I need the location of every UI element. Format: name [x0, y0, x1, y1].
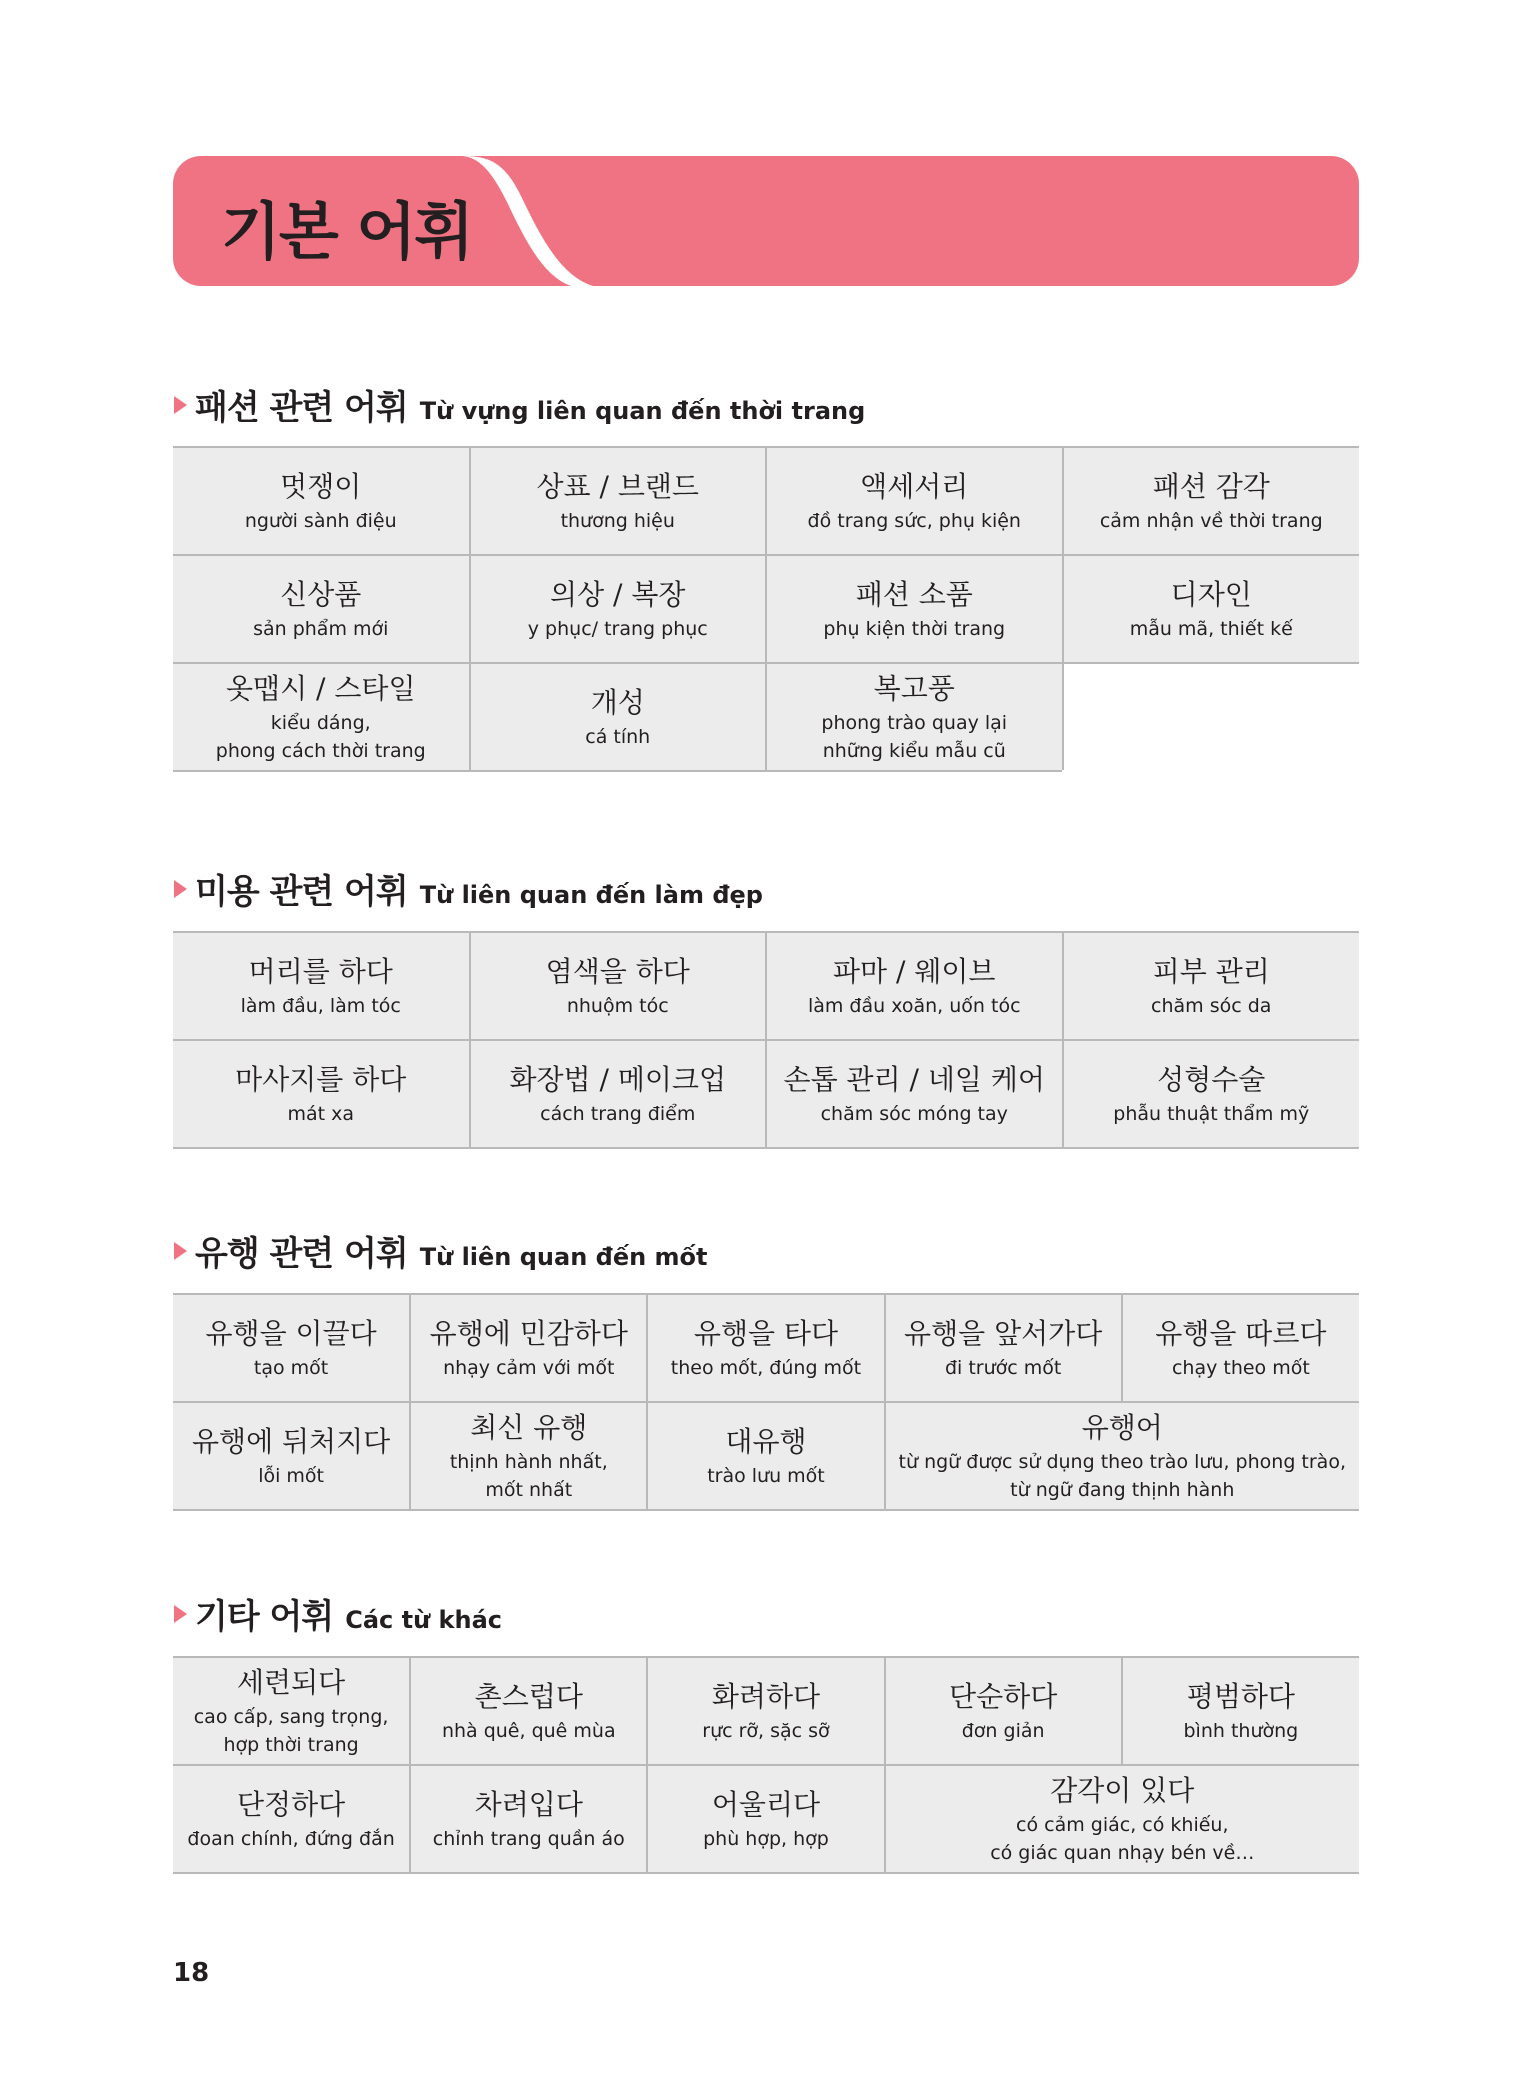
vocab-cell [647, 1294, 884, 1402]
korean-term: 대유행 [725, 1425, 807, 1458]
korean-term: 마사지를 하다 [235, 1063, 407, 1096]
section-title-vi: Từ liên quan đến làm đẹp [419, 881, 763, 909]
page-number: 18 [173, 1958, 210, 1988]
korean-term: 어울리다 [711, 1788, 821, 1821]
vietnamese-meaning: phụ kiện thời trang [823, 618, 1006, 640]
section-title-vi: Từ vựng liên quan đến thời trang [419, 397, 866, 425]
vocab-cell [470, 932, 767, 1040]
vocab-cell [766, 447, 1063, 555]
korean-term: 파마 / 웨이브 [833, 955, 996, 988]
section-title-vi: Từ liên quan đến mốt [419, 1243, 708, 1271]
section-title-ko: 유행 관련 어휘 [195, 1234, 408, 1274]
vocab-cell [766, 932, 1063, 1040]
vietnamese-meaning: chạy theo mốt [1171, 1357, 1310, 1379]
section-title-ko: 미용 관련 어휘 [195, 872, 408, 912]
vietnamese-meaning: người sành điệu [244, 510, 397, 532]
table-row [173, 1040, 1359, 1148]
korean-term: 화려하다 [711, 1680, 821, 1713]
korean-term: 차려입다 [474, 1788, 583, 1821]
section-heading-beauty [174, 864, 763, 913]
korean-term: 평범하다 [1186, 1680, 1295, 1713]
korean-term: 촌스럽다 [474, 1680, 583, 1713]
korean-term: 손톱 관리 / 네일 케어 [783, 1063, 1045, 1096]
vocab-table-fashion [173, 446, 1359, 772]
vietnamese-meaning: làm đầu, làm tóc [240, 995, 401, 1017]
vietnamese-meaning: làm đầu xoăn, uốn tóc [807, 995, 1021, 1017]
vietnamese-meaning: có cảm giác, có khiếu, [1016, 1814, 1229, 1836]
vocab-cell [173, 1402, 410, 1510]
vocab-cell [410, 1657, 647, 1765]
vocab-cell [885, 1402, 1359, 1510]
vietnamese-meaning: mát xa [287, 1103, 355, 1125]
vocab-table-beauty [173, 931, 1359, 1149]
section-title-ko: 기타 어휘 [195, 1597, 334, 1637]
vietnamese-meaning: nhà quê, quê mùa [441, 1720, 616, 1742]
korean-term: 유행을 앞서가다 [904, 1317, 1103, 1350]
section-heading-other [174, 1589, 502, 1638]
vietnamese-meaning: có giác quan nhạy bén về… [990, 1842, 1255, 1864]
vietnamese-meaning: phù hợp, hợp [703, 1828, 829, 1850]
vietnamese-meaning: chăm sóc móng tay [820, 1103, 1008, 1125]
vietnamese-meaning: bình thường [1183, 1720, 1299, 1742]
vietnamese-meaning: nhuộm tóc [566, 995, 669, 1017]
vocab-cell [766, 1040, 1063, 1148]
korean-term: 성형수술 [1157, 1063, 1266, 1096]
vietnamese-meaning: cảm nhận về thời trang [1099, 510, 1323, 532]
vietnamese-meaning: phong trào quay lại [821, 712, 1008, 734]
korean-term: 유행에 뒤처지다 [191, 1425, 391, 1458]
korean-term: 유행을 타다 [693, 1317, 839, 1350]
triangle-bullet-icon [174, 396, 187, 414]
triangle-bullet-icon [174, 1605, 187, 1623]
korean-term: 단정하다 [236, 1788, 346, 1821]
table-row [173, 1765, 1359, 1873]
vocab-cell [470, 1040, 767, 1148]
vocab-cell [173, 1765, 410, 1873]
vocab-cell [173, 1294, 410, 1402]
vietnamese-meaning: những kiểu mẫu cũ [822, 740, 1006, 762]
section-title-vi: Các từ khác [345, 1606, 502, 1634]
vocab-cell [885, 1657, 1122, 1765]
korean-term: 패션 소품 [855, 578, 973, 611]
vocab-cell [173, 663, 470, 771]
vocab-cell [410, 1294, 647, 1402]
vocab-table-trend [173, 1293, 1359, 1511]
table-row [173, 1294, 1359, 1402]
empty-cell [1063, 663, 1360, 771]
vocab-cell [1122, 1657, 1359, 1765]
vietnamese-meaning: từ ngữ được sử dụng theo trào lưu, phong trào, [898, 1451, 1346, 1473]
vietnamese-meaning: đồ trang sức, phụ kiện [807, 510, 1021, 532]
korean-term: 액세서리 [860, 470, 969, 503]
vietnamese-meaning: chỉnh trang quần áo [432, 1828, 625, 1850]
table-row [173, 932, 1359, 1040]
vietnamese-meaning: thương hiệu [560, 510, 675, 532]
korean-term: 디자인 [1170, 578, 1252, 611]
korean-term: 최신 유행 [470, 1411, 588, 1444]
vocab-cell [410, 1765, 647, 1873]
vietnamese-meaning: sản phẩm mới [253, 618, 389, 640]
vietnamese-meaning: trào lưu mốt [707, 1465, 825, 1487]
vietnamese-meaning: rực rỡ, sặc sỡ [702, 1720, 830, 1742]
vocab-cell [173, 1657, 410, 1765]
vietnamese-meaning: phong cách thời trang [215, 740, 426, 762]
vietnamese-meaning: phẫu thuật thẩm mỹ [1113, 1103, 1310, 1125]
korean-term: 신상품 [280, 578, 362, 611]
vocab-cell [173, 932, 470, 1040]
table-row [173, 1657, 1359, 1765]
korean-term: 유행을 따르다 [1155, 1317, 1327, 1350]
table-row [173, 663, 1359, 771]
vietnamese-meaning: đoan chính, đứng đắn [187, 1828, 395, 1850]
vietnamese-meaning: y phục/ trang phục [527, 618, 708, 640]
korean-term: 유행을 이끌다 [205, 1317, 377, 1350]
triangle-bullet-icon [174, 1242, 187, 1260]
korean-term: 화장법 / 메이크업 [509, 1063, 727, 1096]
title-banner [173, 156, 1359, 286]
vocab-cell [1063, 932, 1360, 1040]
vietnamese-meaning: thịnh hành nhất, [449, 1451, 608, 1473]
korean-term: 상표 / 브랜드 [536, 470, 699, 503]
vietnamese-meaning: mốt nhất [485, 1479, 573, 1501]
table-row [173, 1402, 1359, 1510]
vocab-cell [885, 1294, 1122, 1402]
vietnamese-meaning: đi trước mốt [944, 1357, 1062, 1379]
vietnamese-meaning: chăm sóc da [1151, 995, 1272, 1017]
table-row [173, 555, 1359, 663]
vocab-cell [766, 663, 1063, 771]
korean-term: 옷맵시 / 스타일 [225, 672, 416, 705]
vocab-cell [1122, 1294, 1359, 1402]
vocab-cell [173, 555, 470, 663]
vietnamese-meaning: kiểu dáng, [270, 712, 371, 734]
section-heading-fashion [174, 380, 865, 429]
vocab-cell [470, 447, 767, 555]
vocab-cell [766, 555, 1063, 663]
page-title: 기본 어휘 [221, 195, 473, 268]
vietnamese-meaning: mẫu mã, thiết kế [1129, 618, 1293, 640]
korean-term: 유행어 [1081, 1411, 1163, 1444]
vietnamese-meaning: từ ngữ đang thịnh hành [1010, 1479, 1235, 1501]
vietnamese-meaning: đơn giản [961, 1720, 1045, 1742]
vocab-table-other [173, 1656, 1359, 1874]
korean-term: 감각이 있다 [1050, 1774, 1195, 1807]
korean-term: 멋쟁이 [280, 470, 362, 503]
vocab-cell [1063, 1040, 1360, 1148]
korean-term: 염색을 하다 [545, 955, 690, 988]
vocab-cell [470, 663, 767, 771]
vietnamese-meaning: cao cấp, sang trọng, [193, 1706, 389, 1728]
korean-term: 의상 / 복장 [550, 578, 686, 611]
vocab-cell [173, 1040, 470, 1148]
vietnamese-meaning: theo mốt, đúng mốt [670, 1357, 862, 1379]
section-heading-trend [174, 1226, 708, 1275]
table-row [173, 447, 1359, 555]
korean-term: 유행에 민감하다 [429, 1317, 628, 1350]
vocab-cell [173, 447, 470, 555]
vietnamese-meaning: cách trang điểm [540, 1103, 696, 1125]
vietnamese-meaning: nhạy cảm với mốt [443, 1357, 615, 1379]
korean-term: 머리를 하다 [248, 955, 393, 988]
vietnamese-meaning: lỗi mốt [258, 1465, 324, 1487]
korean-term: 피부 관리 [1152, 955, 1270, 988]
korean-term: 복고풍 [873, 672, 955, 705]
triangle-bullet-icon [174, 880, 187, 898]
vocab-cell [470, 555, 767, 663]
section-title-ko: 패션 관련 어휘 [195, 388, 408, 428]
vietnamese-meaning: hợp thời trang [223, 1734, 359, 1756]
vocab-cell [885, 1765, 1359, 1873]
korean-term: 개성 [590, 686, 645, 719]
vocab-cell [647, 1402, 884, 1510]
vocab-cell [1063, 447, 1360, 555]
korean-term: 단순하다 [949, 1680, 1058, 1713]
vocab-cell [647, 1765, 884, 1873]
korean-term: 패션 감각 [1152, 470, 1270, 503]
vocab-cell [410, 1402, 647, 1510]
korean-term: 세련되다 [236, 1666, 346, 1699]
vietnamese-meaning: tạo mốt [253, 1357, 329, 1379]
vocab-cell [1063, 555, 1360, 663]
vietnamese-meaning: cá tính [585, 726, 651, 748]
vocab-cell [647, 1657, 884, 1765]
